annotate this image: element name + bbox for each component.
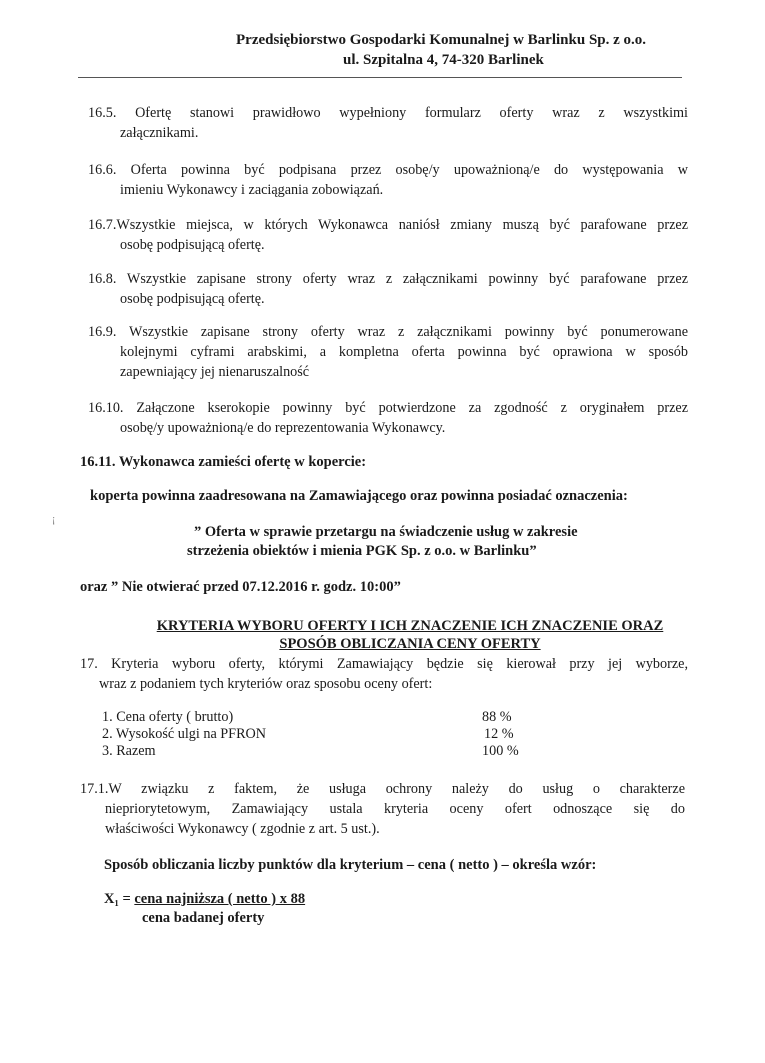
item-line: 16.8. Wszystkie zapisane strony oferty wraz z załącznikami powinny być parafowane przez [88, 271, 688, 287]
item-line: 16.9. Wszystkie zapisane strony oferty wraz z załącznikami powinny być ponumerowane [88, 324, 688, 340]
item-16-10 [88, 398, 688, 438]
item-16-5 [88, 103, 688, 143]
paragraph-line: 17.1.W związku z faktem, że usługa ochrony należy do usług o charakterze [80, 781, 685, 797]
formula-numerator [104, 891, 305, 908]
item-line: osobę/y upoważnioną/e do reprezentowania Wykonawcy. [120, 420, 446, 436]
item-16-8 [88, 269, 688, 309]
item-line: imieniu Wykonawcy i zaciągania zobowiązań. [120, 182, 384, 198]
paragraph-line: wraz z podaniem tych kryteriów oraz sposobu oceny ofert: [99, 676, 433, 692]
stray-mark: ¡ [52, 514, 56, 525]
envelope-do-not-open: oraz ” Nie otwierać przed 07.12.2016 r. godz. 10:00” [80, 579, 401, 595]
item-line: osobę podpisującą ofertę. [120, 237, 265, 253]
envelope-quote-line-2: strzeżenia obiektów i mienia PGK Sp. z o.o. w Barlinku” [187, 543, 537, 559]
item-line: zapewniający jej nienaruszalność [120, 364, 310, 380]
criterion-label: 3. Razem [102, 743, 156, 759]
paragraph-line: właściwości Wykonawcy ( zgodnie z art. 5 ust.). [105, 821, 380, 837]
item-16-7 [88, 215, 688, 255]
envelope-title: 16.11. Wykonawca zamieści ofertę w kopercie: [80, 454, 367, 470]
item-line: 16.5. Ofertę stanowi prawidłowo wypełniony formularz oferty wraz z wszystkimi [88, 105, 688, 121]
paragraph-line: 17. Kryteria wyboru oferty, którymi Zamawiający będzie się kierował przy jej wyborze, [80, 656, 688, 672]
method-title: Sposób obliczania liczby punktów dla kryterium – cena ( netto ) – określa wzór: [104, 857, 597, 873]
paragraph-line: niepriorytetowym, Zamawiający ustala kryteria oceny ofert odnoszące się do [105, 801, 685, 817]
envelope-quote-line-1: ” Oferta w sprawie przetargu na świadczenie usług w zakresie [194, 524, 578, 540]
criterion-value: 12 % [484, 726, 514, 742]
header-address: ul. Szpitalna 4, 74-320 Barlinek [343, 52, 544, 68]
formula-numerator-text: cena najniższa ( netto ) x 88 [134, 891, 306, 907]
criterion-value: 88 % [482, 709, 512, 725]
criterion-label: 2. Wysokość ulgi na PFRON [102, 726, 267, 742]
item-line: załącznikami. [120, 125, 199, 141]
paragraph-17 [80, 654, 688, 694]
item-16-9 [88, 322, 688, 382]
envelope-note: koperta powinna zaadresowana na Zamawiającego oraz powinna posiadać oznaczenia: [90, 488, 628, 504]
item-line: 16.10. Załączone kserokopie powinny być potwierdzone za zgodność z oryginałem przez [88, 400, 688, 416]
item-line: osobę podpisującą ofertę. [120, 291, 265, 307]
item-16-6 [88, 160, 688, 200]
header-company-name: Przedsiębiorstwo Gospodarki Komunalnej w Barlinku Sp. z o.o. [236, 32, 647, 48]
formula-denominator: cena badanej oferty [142, 910, 265, 926]
section-heading-line-1: KRYTERIA WYBORU OFERTY I ICH ZNACZENIE ICH ZNACZENIE ORAZ [156, 618, 664, 634]
item-line: 16.6. Oferta powinna być podpisana przez osobę/y upoważnioną/e do występowania w [88, 162, 688, 178]
item-line: kolejnymi cyframi arabskimi, a kompletna oferta powinna być oprawiona w sposób [120, 344, 688, 360]
criterion-value: 100 % [482, 743, 519, 759]
paragraph-17-1 [80, 779, 685, 839]
formula-lhs: X₁ = [104, 891, 135, 907]
header-divider [78, 77, 682, 78]
criterion-label: 1. Cena oferty ( brutto) [102, 709, 234, 725]
section-heading-line-2: SPOSÓB OBLICZANIA CENY OFERTY [279, 636, 541, 652]
item-line: 16.7.Wszystkie miejsca, w których Wykonawca naniósł zmiany muszą być parafowane przez [88, 217, 688, 233]
